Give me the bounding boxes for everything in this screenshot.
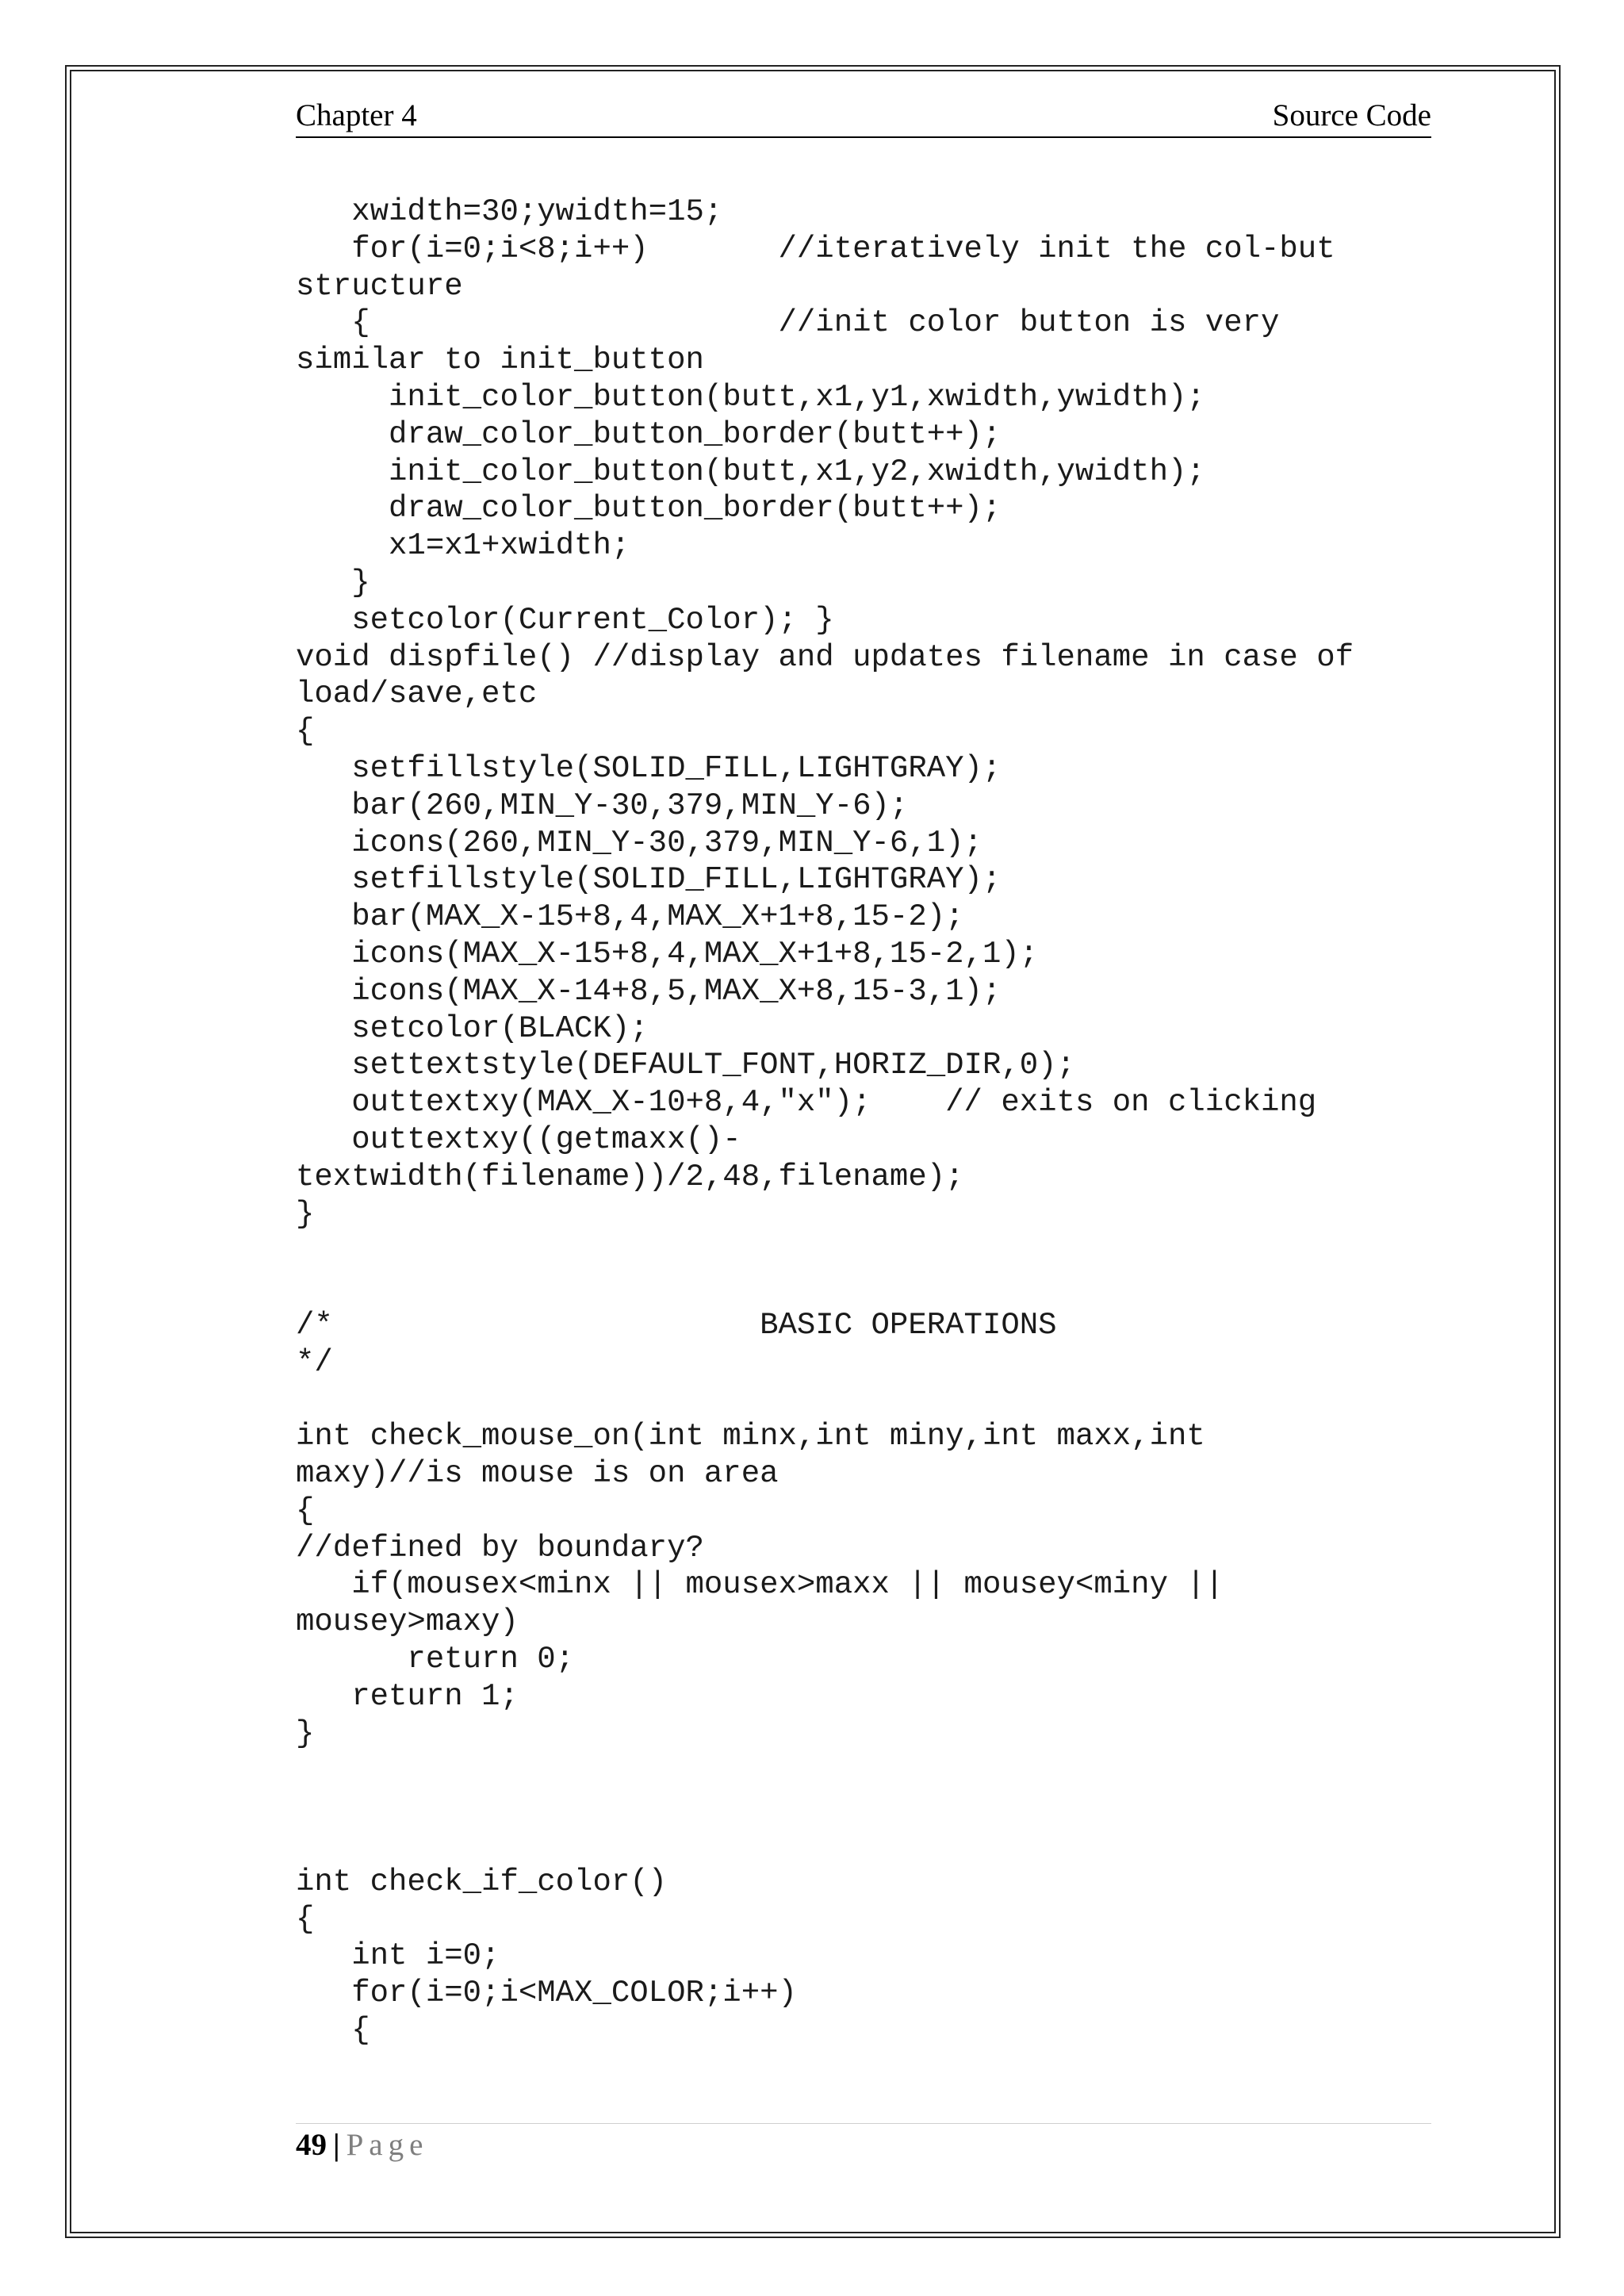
code-line: icons(260,MIN_Y-30,379,MIN_Y-6,1); [296,825,982,861]
code-line: mousey>maxy) [296,1604,519,1640]
code-line: if(mousex<minx || mousex>maxx || mousey<miny || [296,1567,1224,1603]
footer-divider [296,2123,1431,2124]
code-line: structure [296,268,463,304]
code-line: init_color_button(butt,x1,y2,xwidth,ywidth); [296,454,1205,489]
code-line: int check_mouse_on(int minx,int miny,int maxx,int [296,1419,1205,1455]
code-line: x1=x1+xwidth; [296,528,630,564]
code-line [296,1232,1446,1270]
code-line [296,1752,1446,1789]
code-line: int i=0; [296,1938,500,1974]
code-line: icons(MAX_X-14+8,5,MAX_X+8,15-3,1); [296,973,1002,1009]
code-line [296,1270,1446,1307]
code-line: for(i=0;i<MAX_COLOR;i++) [296,1976,797,2011]
code-line [296,1826,1446,1864]
page-header [296,95,1431,138]
code-line: init_color_button(butt,x1,y1,xwidth,ywidth); [296,379,1205,415]
code-line: bar(260,MIN_Y-30,379,MIN_Y-6); [296,788,909,823]
code-line [296,1382,1446,1419]
code-line: } [296,1715,315,1751]
code-line: setfillstyle(SOLID_FILL,LIGHTGRAY); [296,750,1002,786]
code-line: { [296,1493,315,1528]
code-line: void dispfile() //display and updates filename in case of [296,639,1354,675]
code-line: { //init color button is very [296,305,1280,341]
source-code-block [296,194,1446,2049]
code-line: for(i=0;i<8;i++) //iteratively init the col-but [296,231,1335,266]
footer-separator: | [333,2128,340,2162]
code-line: draw_color_button_border(butt++); [296,416,1002,452]
section-title: Source Code [1272,98,1431,132]
code-line: draw_color_button_border(butt++); [296,491,1002,527]
code-line: { [296,2013,370,2049]
code-line: outtextxy(MAX_X-10+8,4,"x"); // exits on clicking [296,1085,1317,1121]
code-line: bar(MAX_X-15+8,4,MAX_X+1+8,15-2); [296,899,964,935]
code-line: //defined by boundary? [296,1530,704,1566]
code-line: } [296,1196,315,1232]
page-number: 49 [296,2128,327,2162]
code-line: { [296,714,315,749]
code-line: settextstyle(DEFAULT_FONT,HORIZ_DIR,0); [296,1048,1075,1083]
code-line: /* BASIC OPERATIONS [296,1307,1057,1343]
code-line: { [296,1901,315,1937]
code-line: return 1; [296,1678,519,1714]
code-line: load/save,etc [296,677,538,712]
code-line: setfillstyle(SOLID_FILL,LIGHTGRAY); [296,862,1002,898]
chapter-title: Chapter 4 [296,98,417,132]
code-line: setcolor(BLACK); [296,1010,649,1046]
code-line: xwidth=30;ywidth=15; [296,194,723,229]
code-line: maxy)//is mouse is on area [296,1456,779,1492]
code-line: */ [296,1344,333,1380]
code-line: } [296,565,370,600]
code-line: icons(MAX_X-15+8,4,MAX_X+1+8,15-2,1); [296,936,1039,972]
page-label: Page [346,2128,429,2162]
code-line: int check_if_color() [296,1864,668,1899]
code-line: similar to init_button [296,343,704,378]
page-footer [296,2127,428,2163]
code-line: return 0; [296,1642,575,1677]
code-line: textwidth(filename))/2,48,filename); [296,1159,964,1194]
code-line: outtextxy((getmaxx()- [296,1121,741,1157]
code-line [296,1789,1446,1826]
code-line: setcolor(Current_Color); } [296,602,834,638]
